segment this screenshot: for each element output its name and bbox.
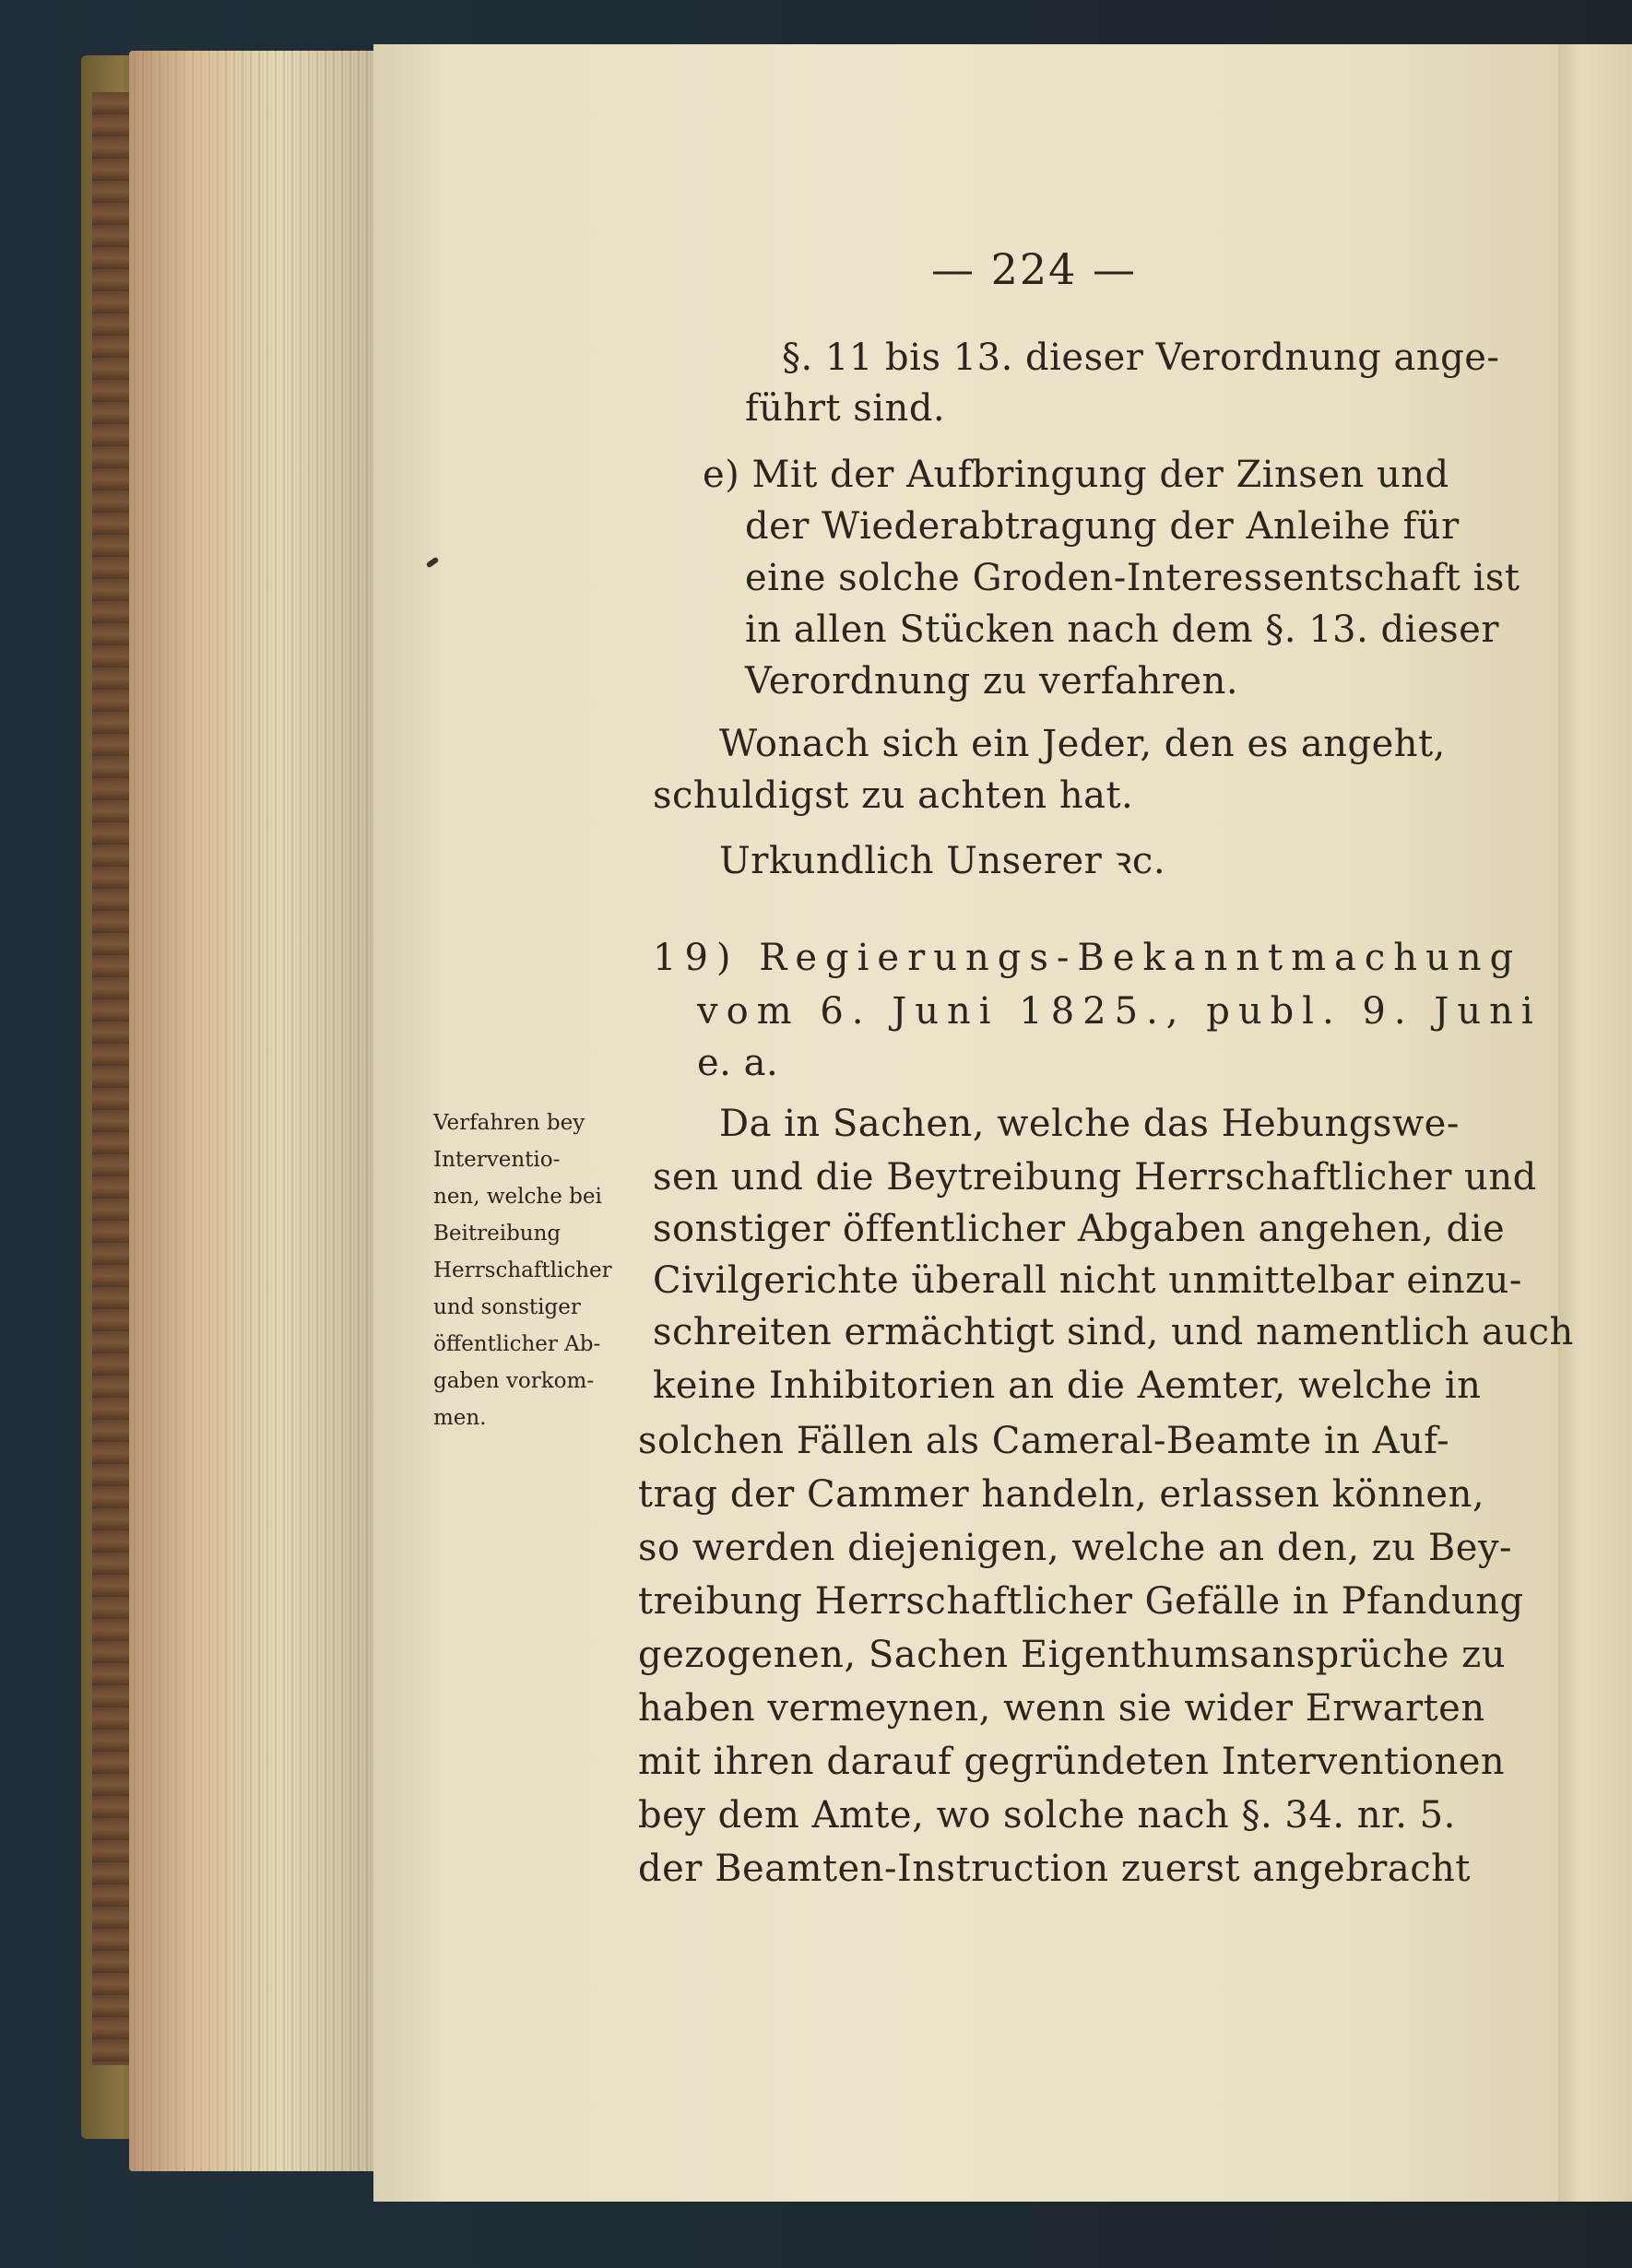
margin-note-line: Verfahren bey (433, 1111, 585, 1135)
text-line: Wonach sich ein Jeder, den es angeht, (719, 723, 1446, 765)
margin-note-line: und sonstiger (433, 1295, 581, 1319)
text-line: keine Inhibitorien an die Aemter, welche in (653, 1364, 1482, 1407)
text-line: treibung Herrschaftlicher Gefälle in Pfandung (638, 1580, 1524, 1623)
facing-page-edge (1558, 44, 1632, 2202)
margin-note (433, 1104, 650, 1436)
page-edges-shade (129, 51, 378, 2171)
text-line: §. 11 bis 13. dieser Verordnung ange- (782, 337, 1500, 379)
text-line: schuldigst zu achten hat. (653, 774, 1134, 817)
text-line: haben vermeynen, wenn sie wider Erwarten (638, 1687, 1485, 1730)
text-line: schreiten ermächtigt sind, und namentlich auch (653, 1311, 1574, 1353)
margin-note-line: öffentlicher Ab- (433, 1332, 601, 1356)
book-spine (92, 92, 129, 2065)
margin-note-line: gaben vorkom- (433, 1369, 595, 1393)
section-heading-ea: e. a. (697, 1042, 779, 1084)
text-line: der Beamten-Instruction zuerst angebracht (638, 1848, 1471, 1890)
text-line: solchen Fällen als Cameral-Beamte in Auf- (638, 1420, 1450, 1462)
text-line: bey dem Amte, wo solche nach §. 34. nr. 5. (638, 1794, 1456, 1837)
text-line: eine solche Groden-Interessentschaft ist (745, 557, 1520, 599)
margin-note-line: men. (433, 1406, 487, 1430)
section-heading-date: vom 6. Juni 1825., publ. 9. Juni (697, 990, 1542, 1033)
text-line: in allen Stücken nach dem §. 13. dieser (745, 608, 1499, 651)
text-line: trag der Cammer handeln, erlassen können, (638, 1473, 1485, 1516)
text-line: e) Mit der Aufbringung der Zinsen und (703, 454, 1449, 496)
page-number: — 224 — (931, 244, 1138, 294)
margin-note-line: Interventio- (433, 1148, 561, 1172)
text-line: sonstiger öffentlicher Abgaben angehen, die (653, 1208, 1506, 1250)
text-line: gezogenen, Sachen Eigenthumsansprüche zu (638, 1634, 1506, 1676)
text-line: Urkundlich Unserer ꝛc. (719, 840, 1166, 882)
margin-note-line: nen, welche bei (433, 1185, 602, 1209)
text-line: führt sind. (745, 387, 946, 430)
margin-note-line: Beitreibung (433, 1222, 562, 1246)
text-line: Verordnung zu verfahren. (745, 660, 1239, 703)
text-line: so werden diejenigen, welche an den, zu Bey- (638, 1527, 1513, 1569)
text-line: Da in Sachen, welche das Hebungswe- (719, 1103, 1460, 1145)
text-line: der Wiederabtragung der Anleihe für (745, 505, 1460, 548)
text-line: mit ihren darauf gegründeten Interventionen (638, 1741, 1506, 1783)
section-heading: 19) Regierungs-Bekanntmachung (653, 937, 1522, 979)
margin-note-line: Herrschaftlicher (433, 1258, 612, 1282)
text-line: Civilgerichte überall nicht unmittelbar einzu- (653, 1259, 1522, 1302)
text-line: sen und die Beytreibung Herrschaftlicher und (653, 1156, 1537, 1199)
